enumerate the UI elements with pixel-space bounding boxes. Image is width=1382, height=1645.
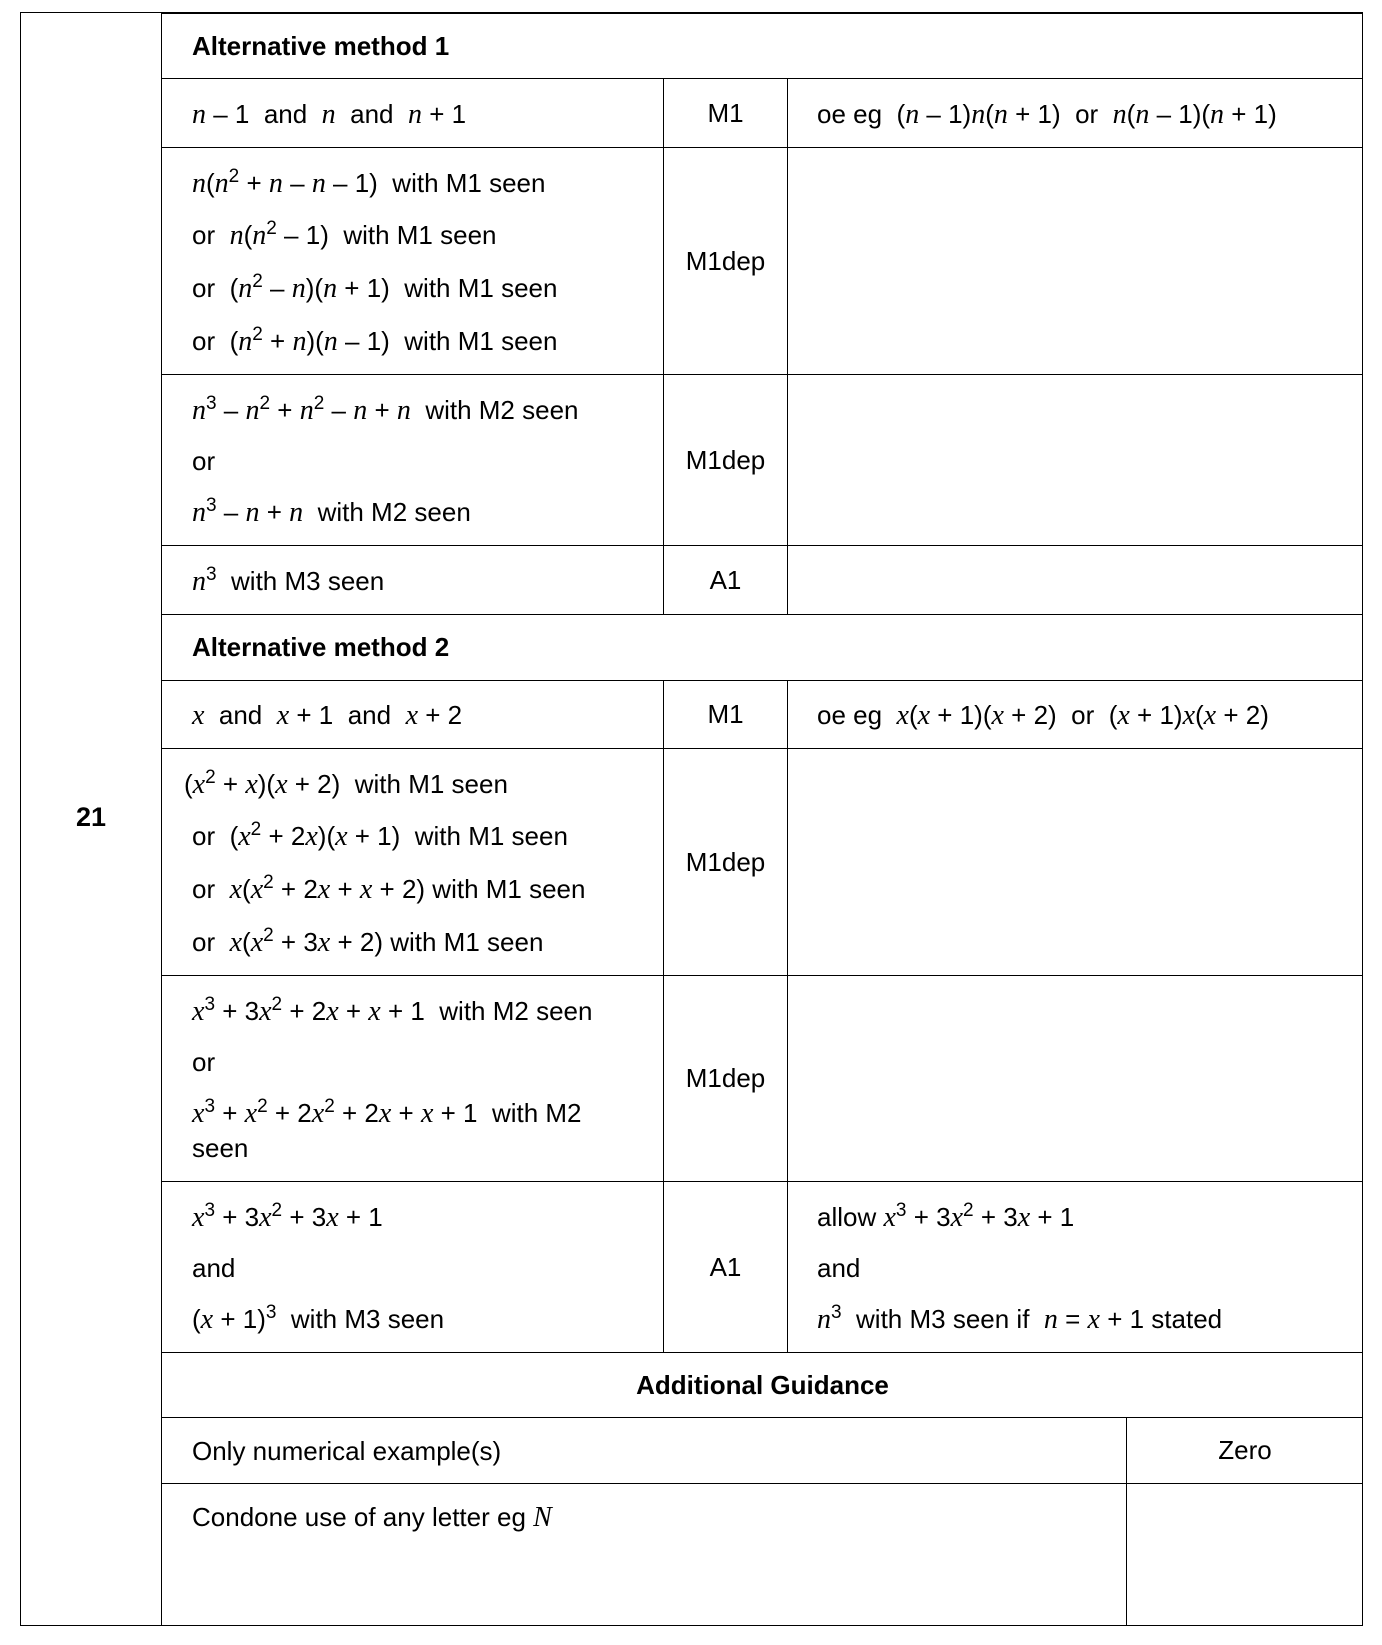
method1-r4-mark: A1 (709, 564, 742, 595)
method1-r2-working: $n(n^2 + n - n - 1)$ with M1 seen or $n(n^2 - 1)$ with M1 seen or $(n^2 - n)(n + 1)$ with M1 seen or $(n^2 + n)(n - 1)$ with M1 seen (162, 148, 664, 374)
method1-r2-mark: M1dep (685, 245, 766, 276)
method2-r4-mark: A1 (709, 1251, 742, 1282)
method1-row-2 (162, 147, 1363, 374)
guidance-mark: Zero (1218, 1435, 1272, 1465)
method2-r4-working: $x^3 + 3x^2 + 3x + 1$ and $(x + 1)^3$ with M3 seen (162, 1182, 664, 1352)
method2-r3-mark: M1dep (685, 1063, 766, 1093)
method2-r2-mark: M1dep (685, 846, 766, 877)
method2-row-1 (162, 680, 1363, 748)
method1-r4-working: $n^3$ with M3 seen (192, 564, 385, 597)
additional-guidance-heading-row (162, 1352, 1363, 1417)
method1-row-3 (162, 374, 1363, 545)
additional-guidance-heading: Additional Guidance (636, 1370, 889, 1400)
method2-r1-working: x and x + 1 and x + 2 (192, 700, 463, 731)
method2-r1-mark: M1 (707, 699, 744, 729)
method1-r1-working: n – 1 and n and n + 1 (192, 99, 467, 130)
method2-r1-guidance: oe eg x(x + 1)(x + 2) or (x + 1)x(x + 2) (817, 700, 1269, 731)
guidance-text: Only numerical example(s) (192, 1436, 502, 1466)
method1-heading-row (162, 13, 1363, 78)
method1-heading: Alternative method 1 (192, 31, 450, 61)
method2-heading: Alternative method 2 (192, 632, 450, 662)
method1-r1-mark: M1 (707, 97, 744, 128)
method2-heading-row (162, 614, 1363, 680)
guidance-text: Condone use of any letter eg N (192, 1502, 552, 1533)
method2-r3-working: $x^3 + 3x^2 + 2x + x + 1$ with M2 seen or $x^3 + x^2 + 2x^2 + 2x + x + 1$ with M2 seen (162, 976, 664, 1181)
method1-row-1 (162, 78, 1363, 147)
method1-r1-guidance: oe eg (n – 1)n(n + 1) or n(n – 1)(n + 1) (817, 99, 1277, 130)
guidance-row (162, 1417, 1363, 1483)
method1-row-4 (162, 545, 1363, 614)
method2-row-4 (162, 1181, 1363, 1352)
method1-r3-mark: M1dep (685, 444, 766, 475)
guidance-row (162, 1483, 1363, 1626)
method2-r4-guidance: allow $x^3 + 3x^2 + 3x + 1$ and $n^3$ with M3 seen if n = x + 1 stated (817, 1200, 1223, 1335)
question-number: 21 (75, 802, 107, 832)
method1-r3-working: $n^3 - n^2 + n^2 - n + n$ with M2 seen or $n^3 - n + n$ with M2 seen (162, 375, 664, 545)
question-number-cell (20, 12, 162, 1626)
method2-row-2 (162, 748, 1363, 975)
method2-r2-working: $(x^2 + x)(x + 2)$ with M1 seen or $(x^2 + 2x)(x + 1)$ with M1 seen or $x(x^2 + 2x + x + 2)$ with M1 seen or $x(x^2 + 3x + 2)$ with M1 seen (162, 749, 664, 975)
method2-row-3 (162, 975, 1363, 1181)
